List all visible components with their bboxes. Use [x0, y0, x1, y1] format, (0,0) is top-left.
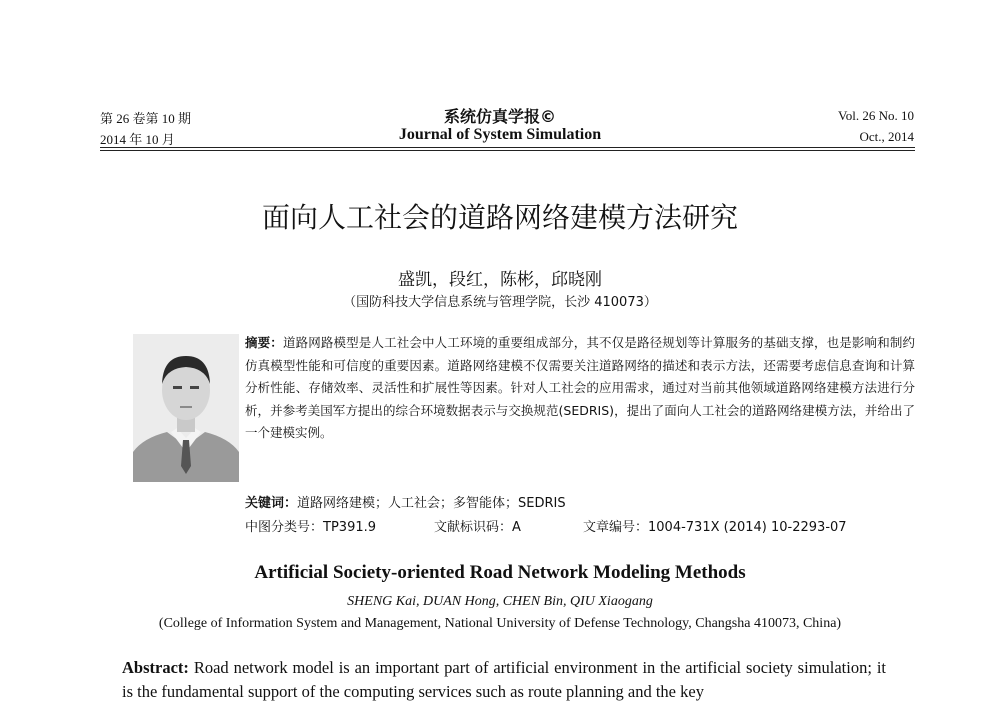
affiliation-cn: （国防科技大学信息系统与管理学院，长沙 410073） [343, 295, 657, 310]
abstract-label-en: Abstract: [122, 658, 189, 677]
portrait-icon [133, 334, 239, 482]
abstract-en [122, 656, 886, 704]
article-number [583, 516, 847, 535]
date-en: Oct., 2014 [859, 129, 914, 144]
keywords-cn [245, 492, 566, 511]
affiliation-en: (College of Information System and Management, National University of Defense Technology, Changsha 410073, China) [158, 616, 842, 631]
article-title-cn: 面向人工社会的道路网络建模方法研究 [261, 201, 738, 234]
abstract-text-cn: 道路网路模型是人工社会中人工环境的重要组成部分，其不仅是路径规划等计算服务的基础支撑，也是影响和制约仿真模型性能和可信度的重要因素。道路网络建模不仅需要关注道路网络的描述和表示方法，还需要考虑信息查询和计算分析性能、存储效率、灵活性和扩展性等因素。针对人工社会的应用需求，通过对当前其他领域道路网络建模方法进行分析，并参考美国军方提出的综合环境数据表示与交换规范(SEDRIS)，提出了面向人工社会的道路网络建模方法，并给出了一个建模实例。 [245, 335, 915, 440]
header-rule-top [100, 147, 915, 148]
abstract-cn [245, 332, 915, 445]
journal-name-cn: 系统仿真学报© [443, 107, 556, 126]
keywords-text-cn: 道路网络建模；人工社会；多智能体；SEDRIS [297, 496, 566, 511]
authors-en: SHENG Kai, DUAN Hong, CHEN Bin, QIU Xiaogang [347, 594, 653, 609]
volume-issue-cn: 第 26 卷第 10 期 [100, 111, 192, 126]
keywords-label-cn: 关键词： [245, 496, 298, 511]
article-no-label: 文章编号： [583, 520, 649, 535]
doc-code-value: A [512, 520, 521, 535]
clc-label: 中图分类号： [245, 520, 324, 535]
journal-name-en: Journal of System Simulation [398, 126, 602, 143]
author-portrait-photo [133, 334, 239, 482]
article-title-en: Artificial Society-oriented Road Network Modeling Methods [254, 562, 746, 583]
clc-number [245, 516, 376, 535]
abstract-text-en: Road network model is an important part of artificial environment in the artificial society simulation; it is the fundamental support of the computing services such as route planning and the key [122, 658, 887, 701]
date-cn: 2014 年 10 月 [100, 132, 175, 147]
article-no-value: 1004-731X (2014) 10-2293-07 [648, 520, 847, 535]
document-code [434, 516, 521, 535]
authors-cn: 盛凯，段红，陈彬，邱晓刚 [398, 270, 602, 290]
doc-code-label: 文献标识码： [434, 520, 513, 535]
abstract-label-cn: 摘要： [245, 335, 283, 350]
volume-issue-en: Vol. 26 No. 10 [838, 108, 914, 123]
clc-value: TP391.9 [323, 520, 377, 535]
header-rule-bottom [100, 150, 915, 151]
